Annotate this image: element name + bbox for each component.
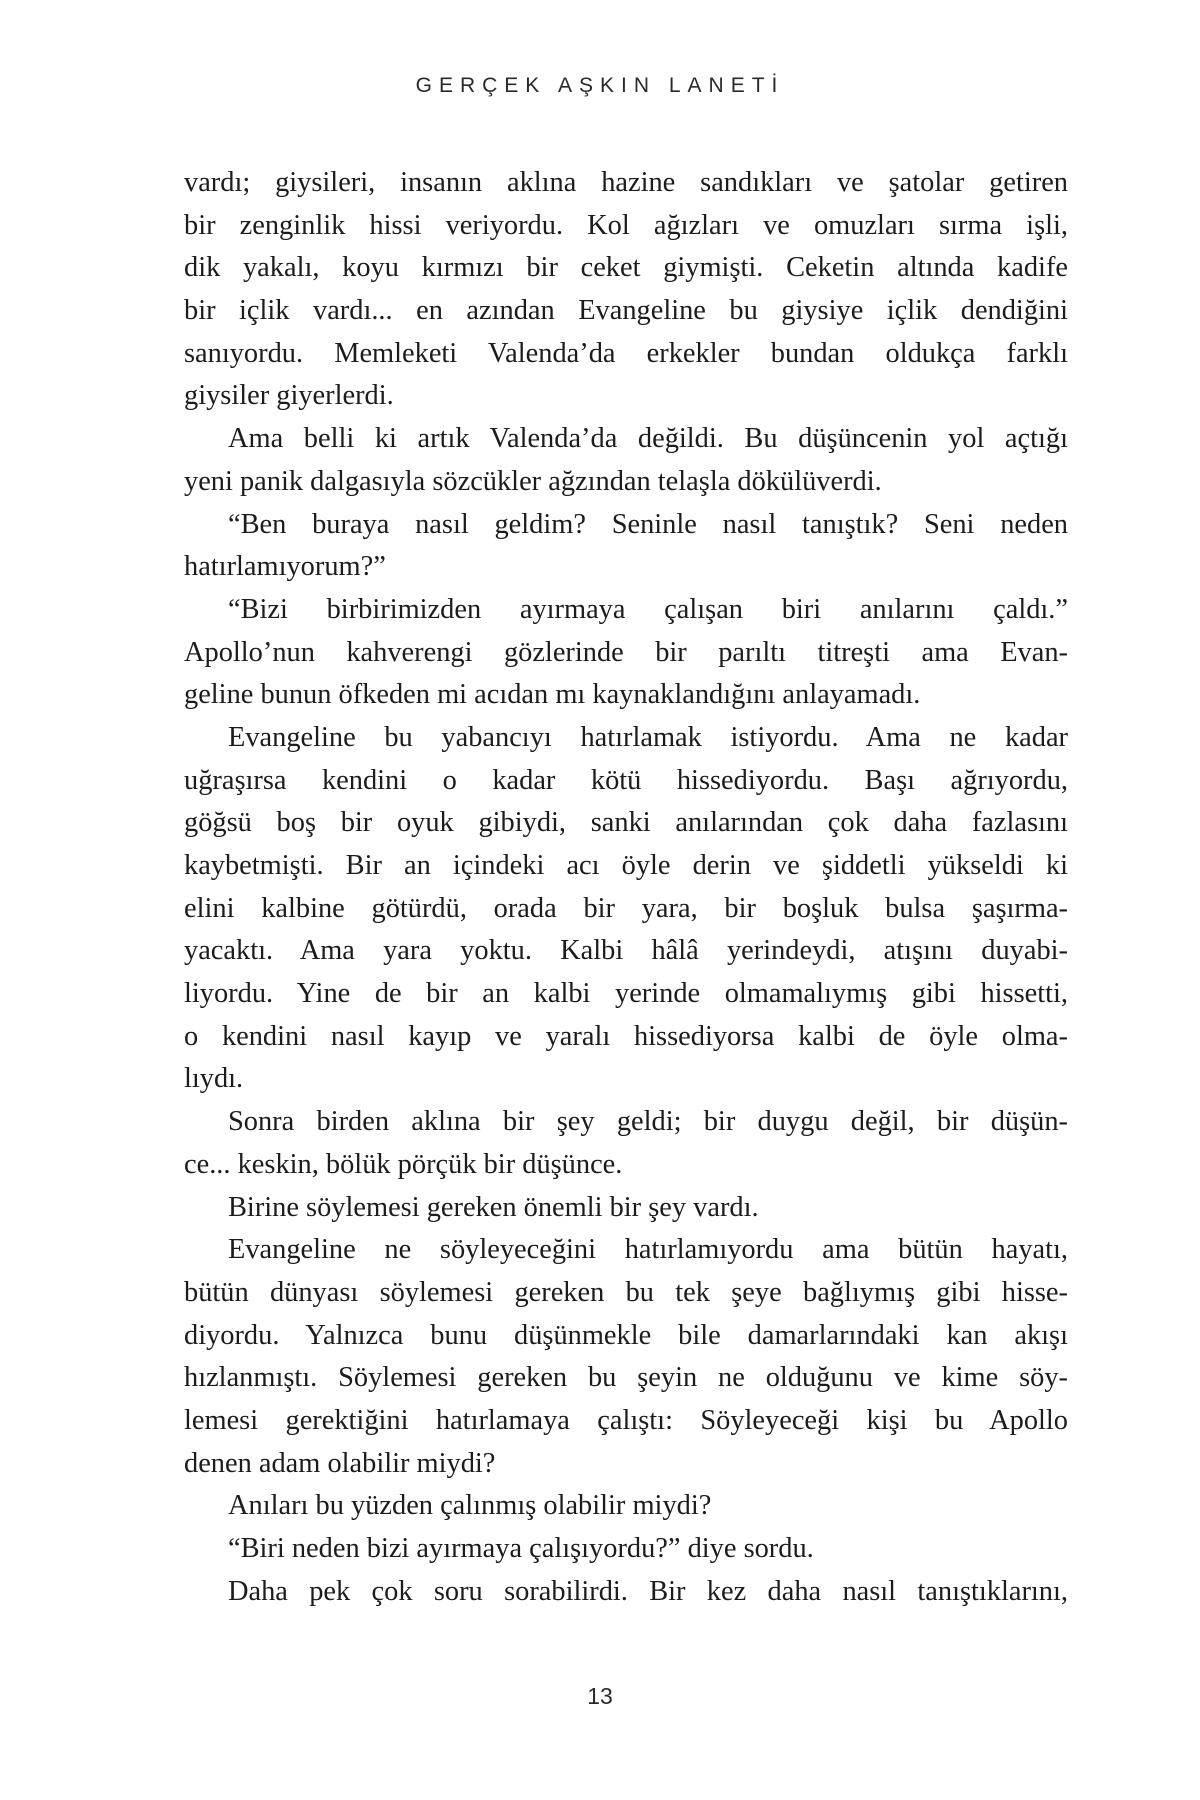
- text-line: lıydı.: [184, 1063, 244, 1095]
- text-line: Birine söylemesi gereken önemli bir şey vardı.: [228, 1191, 759, 1223]
- text-line: liyordu. Yine de bir an kalbi yerinde olmamalıymış gibi hissetti,: [184, 978, 1068, 1010]
- text-line: “Biri neden bizi ayırmaya çalışıyordu?” diye sordu.: [228, 1533, 814, 1564]
- text-line: bir zenginlik hissi veriyordu. Kol ağızları ve omuzları sırma işli,: [184, 209, 1068, 241]
- running-header: GERÇEK AŞKIN LANETİ: [415, 74, 785, 97]
- text-line: Apollo’nun kahverengi gözlerinde bir parıltı titreşti ama Evan-: [184, 636, 1068, 668]
- text-line: Evangeline bu yabancıyı hatırlamak istiyordu. Ama ne kadar: [228, 721, 1068, 753]
- text-line: yacaktı. Ama yara yoktu. Kalbi hâlâ yerindeydi, atışını duyabi-: [184, 935, 1068, 967]
- text-line: dik yakalı, koyu kırmızı bir ceket giymişti. Ceketin altında kadife: [184, 252, 1068, 284]
- text-line: Ama belli ki artık Valenda’da değildi. Bu düşüncenin yol açtığı: [228, 423, 1068, 455]
- text-line: giysiler giyerlerdi.: [184, 380, 394, 412]
- text-line: yeni panik dalgasıyla sözcükler ağzından telaşla dökülüverdi.: [184, 465, 882, 497]
- text-line: kaybetmişti. Bir an içindeki acı öyle derin ve şiddetli yükseldi ki: [184, 850, 1068, 881]
- text-line: denen adam olabilir miydi?: [184, 1447, 496, 1479]
- text-line: bir içlik vardı... en azından Evangeline bu giysiye içlik dendiğini: [184, 295, 1068, 327]
- text-line: Daha pek çok soru sorabilirdi. Bir kez daha nasıl tanıştıklarını,: [228, 1575, 1068, 1607]
- text-line: sanıyordu. Memleketi Valenda’da erkekler bundan oldukça farklı: [184, 337, 1068, 369]
- text-line: hatırlamıyorum?”: [184, 551, 386, 583]
- text-line: Anıları bu yüzden çalınmış olabilir miydi?: [228, 1490, 712, 1522]
- text-line: o kendini nasıl kayıp ve yaralı hissediyorsa kalbi de öyle olma-: [184, 1020, 1068, 1052]
- page-number: 13: [587, 1683, 613, 1709]
- text-line: diyordu. Yalnızca bunu düşünmekle bile damarlarındaki kan akışı: [184, 1319, 1068, 1351]
- text-line: geline bunun öfkeden mi acıdan mı kaynaklandığını anlayamadı.: [184, 679, 921, 711]
- text-line: uğraşırsa kendini o kadar kötü hissediyordu. Başı ağrıyordu,: [184, 764, 1068, 796]
- text-line: vardı; giysileri, insanın aklına hazine sandıkları ve şatolar getiren: [184, 167, 1068, 198]
- text-line: elini kalbine götürdü, orada bir yara, bir boşluk bulsa şaşırma-: [184, 892, 1068, 924]
- text-line: “Bizi birbirimizden ayırmaya çalışan biri anılarını çaldı.”: [228, 593, 1068, 625]
- text-line: Sonra birden aklına bir şey geldi; bir duygu değil, bir düşün-: [228, 1106, 1068, 1138]
- text-line: hızlanmıştı. Söylemesi gereken bu şeyin ne olduğunu ve kime söy-: [184, 1362, 1068, 1394]
- page-body: [184, 162, 1068, 1613]
- text-line: Evangeline ne söyleyeceğini hatırlamıyordu ama bütün hayatı,: [228, 1234, 1068, 1266]
- text-line: “Ben buraya nasıl geldim? Seninle nasıl tanıştık? Seni neden: [228, 508, 1068, 540]
- text-line: bütün dünyası söylemesi gereken bu tek şeye bağlıymış gibi hisse-: [184, 1276, 1068, 1308]
- text-line: lemesi gerektiğini hatırlamaya çalıştı: Söyleyeceği kişi bu Apollo: [184, 1404, 1068, 1436]
- text-line: ce... keskin, bölük pörçük bir düşünce.: [184, 1148, 623, 1180]
- text-line: göğsü boş bir oyuk gibiydi, sanki anılarından çok daha fazlasını: [184, 807, 1068, 839]
